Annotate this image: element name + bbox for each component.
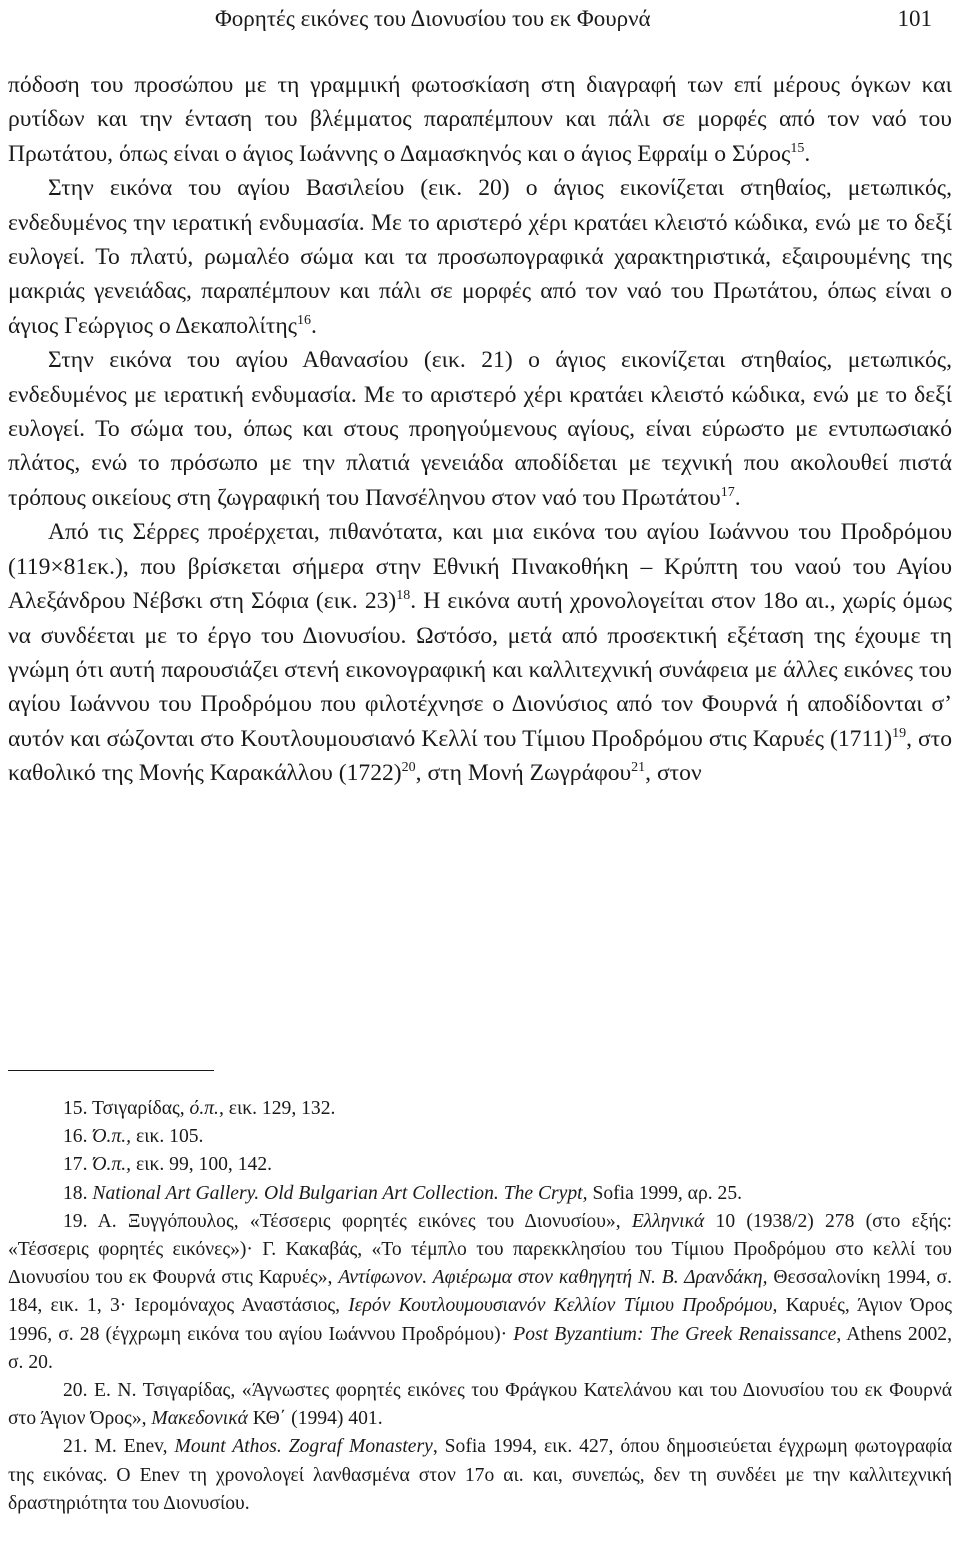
footnote-divider [8, 1070, 214, 1071]
paragraph: Από τις Σέρρες προέρχεται, πιθανότατα, και μια εικόνα του αγίου Ιωάννου του Προδρόμου (119×81εκ.), που βρίσκεται σήμερα στην Εθνική Πινακοθήκη – Κρύπτη του ναού του Αγίου Αλεξάνδρου Νέβσκι στη Σόφια (εικ. 23)$^{18}$. Η εικόνα αυτή χρονολογείται στον 18ο αι., χωρίς όμως να συνδέεται με το έργο του Διονυσίου. Ωστόσο, μετά από προσεκτική εξέταση της έχουμε τη γνώμη ότι αυτή παρουσιάζει στενή εικονογραφική και καλλιτεχνική συνάφεια με άλλες εικόνες του αγίου Ιωάννου του Προδρόμου που φιλοτέχνησε ο Διονύσιος από τον Φουρνά ή αποδίδονται σ’ αυτόν και σώζονται στο Κουτλουμουσιανό Κελλί του Τίμιου Προδρόμου στις Καρυές $(1711)^{19}$, στο καθολικό της Μονής Καρακάλλου $(1722)^{20}$, στη Μονή Ζωγράφου$^{21}$, στον [8, 519, 952, 787]
paragraph: Στην εικόνα του αγίου Βασιλείου (εικ. 20) ο άγιος εικονίζεται στηθαίος, μετωπικός, ενδεδυμένος την ιερατική ενδυμασία. Με το αριστερό χέρι κρατάει κλειστό κώδικα, ενώ με το δεξί ευλογεί. Το πλατύ, ρωμαλέο σώμα και τα προσωπογραφικά χαρακτηριστικά, εξαιρουμένης της μακριάς γενειάδας, παραπέμπουν και πάλι σε μορφές από τον ναό του Πρωτάτου, όπως είναι ο άγιος Γεώργιος ο Δεκαπολίτης$^{16}$. [8, 175, 952, 339]
footnotes [8, 1095, 952, 1518]
page-header [10, 4, 950, 34]
footnote-ref[interactable]: 18 [396, 588, 411, 604]
footnote-16: 16. Ό.π., εικ. 105. [63, 1126, 204, 1148]
footnote-ref[interactable]: 20 [401, 760, 416, 776]
running-title: Φορητές εικόνες του Διονυσίου του εκ Φουρνά [215, 6, 651, 31]
footnote-ref[interactable]: 21 [631, 760, 646, 776]
body-text [8, 68, 952, 791]
footnote-ref[interactable]: 16 [297, 312, 312, 328]
paragraph: Στην εικόνα του αγίου Αθανασίου (εικ. 21) ο άγιος εικονίζεται στηθαίος, μετωπικός, ενδεδυμένος με ιερατική ενδυμασία. Με το αριστερό χέρι κρατάει κλειστό κώδικα, ενώ με το δεξί ευλογεί. Το σώμα του, όπως και στους προηγούμενους αγίους, είναι εύρωστο με εντυπωσιακό πλάτος, ενώ το πρόσωπο με την πλατιά γενειάδα αποδίδεται με τεχνική που ακολουθεί πιστά τρόπους οικείους στη ζωγραφική του Πανσέληνου στον ναό του Πρωτάτου$^{17}$. [8, 347, 952, 511]
footnote-17: 17. Ό.π., εικ. 99, 100, 142. [63, 1154, 273, 1176]
page-number: 101 [897, 6, 932, 31]
paragraph: πόδοση του προσώπου με τη γραμμική φωτοσκίαση στη διαγραφή των επί μέρους όγκων και ρυτίδων και την ένταση του βλέμματος παραπέμπουν και πάλι σε μορφές από τον ναό του Πρωτάτου, όπως είναι ο άγιος Ιωάννης ο Δαμασκηνός και ο άγιος Εφραίμ ο Σύρος$^{15}$. [8, 72, 952, 167]
footnote-18: 18. National Art Gallery. Old Bulgarian Art Collection. The Crypt, Sofia 1999, αρ. 25. [63, 1182, 743, 1204]
footnote-ref[interactable]: 19 [892, 725, 907, 741]
footnote-ref[interactable]: 17 [720, 484, 735, 500]
footnote-19: 19. Α. Ξυγγόπουλος, «Τέσσερις φορητές εικόνες του Διονυσίου», Ελληνικά 10 (1938/2) 278 (στο εξής: «Τέσσερις φορητές εικόνες»)· Γ. Κακαβάς, «Το τέμπλο του παρεκκλησίου του Τίμιου Προδρόμου στο κελλί του Διονυσίου του εκ Φουρνά στις Καρυές», Αντίφωνον. Αφιέρωμα στον καθηγητή Ν. Β. Δρανδάκη, Θεσσαλονίκη 1994, σ. 184, εικ. 1, 3· Ιερομόναχος Αναστάσιος, Ιερόν Κουτλουμουσιανόν Κελλίον Τίμιου Προδρόμου, Καρυές, Άγιον Όρος 1996, σ. 28 (έγχρωμη εικόνα του αγίου Ιωάννου Προδρόμου)· Post Byzantium: The Greek Renaissance, Athens 2002, σ. 20. [8, 1210, 952, 1373]
footnote-20: 20. Ε. Ν. Τσιγαρίδας, «Άγνωστες φορητές εικόνες του Φράγκου Κατελάνου και του Διονυσίου του εκ Φουρνά στο Άγιον Όρος», Μακεδονικά ΚΘ΄ (1994) 401. [8, 1380, 952, 1430]
footnote-ref[interactable]: 15 [790, 140, 805, 156]
footnote-21: 21. M. Enev, Mount Athos. Zograf Monastery, Sofia 1994, εικ. 427, όπου δημοσιεύεται έγχρωμη φωτογραφία της εικόνας. Ο Enev τη χρονολογεί λανθασμένα στον 17ο αι. και, συνεπώς, δεν τη συνδέει με την καλλιτεχνική δραστηριότητα του Διονυσίου. [8, 1436, 952, 1514]
footnote-15: 15. Τσιγαρίδας, ό.π., εικ. 129, 132. [63, 1098, 336, 1119]
